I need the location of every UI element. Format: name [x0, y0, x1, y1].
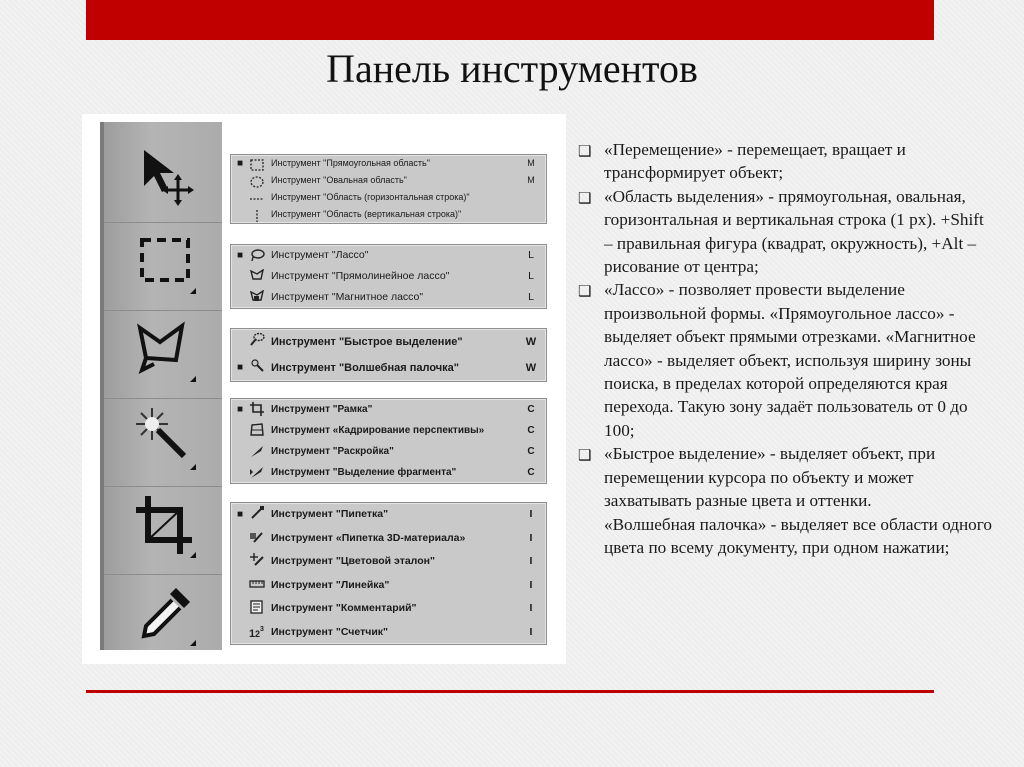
list-item: ❑ «Перемещение» - перемещает, вращает и трансформирует объект;	[578, 140, 906, 183]
eyedropper-icon	[249, 506, 265, 520]
perspective-crop-icon	[249, 423, 265, 437]
flyout-item[interactable]: Инструмент "Выделение фрагмента" C	[231, 462, 546, 483]
eyedropper-tool[interactable]	[132, 580, 202, 650]
flyout-item[interactable]: Инструмент "Овальная область" M	[231, 172, 546, 189]
flyout-item[interactable]: Инструмент "Магнитное лассо" L	[231, 287, 546, 308]
slice-icon	[249, 444, 265, 458]
page-title: Панель инструментов	[326, 46, 698, 91]
lasso-tool[interactable]	[132, 316, 202, 386]
ruler-icon	[249, 577, 265, 591]
checkbox-bullet-icon: ❑	[578, 190, 592, 207]
eyedropper-flyout	[230, 502, 547, 645]
quick-selection-icon	[249, 332, 265, 346]
crop-flyout	[230, 398, 547, 484]
lasso-icon	[249, 248, 265, 262]
top-accent-bar	[86, 0, 934, 40]
flyout-item[interactable]: ■ Инструмент "Лассо" L	[231, 245, 546, 266]
list-item: ❑ «Быстрое выделение» - выделяет объект, при перемещении курсора по объекту и может захватывать разные цвета и оттенки. «Волшебная палочка» - выделяет все области одного цвета по всему документу, при одном нажатии;	[578, 444, 992, 557]
flyout-item[interactable]: Инструмент «Кадрирование перспективы» C	[231, 420, 546, 441]
flyout-item[interactable]: Инструмент "Быстрое выделение" W	[231, 329, 546, 355]
tools-panel	[100, 122, 222, 650]
bottom-divider	[86, 690, 934, 693]
flyout-item[interactable]: Инструмент "Область (вертикальная строка)"	[231, 206, 546, 223]
magic-wand-tool[interactable]	[132, 404, 202, 474]
flyout-item[interactable]: ■ Инструмент "Волшебная палочка" W	[231, 355, 546, 381]
svg-text:2: 2	[255, 628, 261, 638]
rect-marquee-icon	[249, 158, 265, 172]
selection-flyout	[230, 328, 547, 382]
row-marquee-icon	[249, 192, 265, 206]
flyout-item[interactable]: Инструмент "Цветовой эталон" I	[231, 550, 546, 574]
flyout-item[interactable]: Инструмент "Раскройка" C	[231, 441, 546, 462]
count-icon	[249, 624, 265, 638]
flyout-item[interactable]: Инструмент "Линейка" I	[231, 574, 546, 598]
flyout-item[interactable]: 1 2 3 Инструмент "Счетчик" I	[249, 625, 533, 638]
flyout-item[interactable]: Инструмент "Комментарий" I	[231, 597, 546, 621]
flyout-item[interactable]: ■ Инструмент "Рамка" C	[231, 399, 546, 420]
flyout-item[interactable]: Инструмент "Прямолинейное лассо" L	[231, 266, 546, 287]
marquee-tool[interactable]	[132, 228, 202, 298]
selected-dot: ■	[237, 509, 244, 520]
checkbox-bullet-icon: ❑	[578, 448, 592, 465]
polygonal-lasso-icon	[249, 269, 265, 283]
lasso-flyout	[230, 244, 547, 309]
flyout-item[interactable]: Инструмент "Область (горизонтальная строка)"	[231, 189, 546, 206]
column-marquee-icon	[249, 209, 265, 223]
selected-dot: ■	[237, 362, 244, 373]
list-item: ❑ «Лассо» - позволяет провести выделение произвольной формы. «Прямоугольное лассо» - выделяет объект прямыми отрезками. «Магнитное лассо» - выделяет объект, используя ширину зоны поиска, в пределах которой определяются края перехода. Такую зону задаёт пользователь от 0 до 100;	[578, 280, 976, 440]
slice-select-icon	[249, 465, 265, 479]
crop-tool[interactable]	[132, 492, 202, 562]
flyout-item[interactable]: ■ Инструмент "Прямоугольная область" M	[231, 155, 546, 172]
toolbar-screenshot	[82, 114, 566, 664]
selected-dot: ■	[237, 404, 244, 415]
checkbox-bullet-icon: ❑	[578, 144, 592, 160]
magic-wand-icon	[249, 358, 265, 372]
checkbox-bullet-icon: ❑	[578, 284, 592, 301]
selected-dot: ■	[237, 158, 244, 169]
crop-icon	[132, 492, 202, 562]
flyout-item[interactable]: Инструмент «Пипетка 3D-материала» I	[231, 527, 546, 551]
magic-wand-icon	[132, 404, 202, 474]
crop-icon	[249, 402, 265, 416]
magnetic-lasso-icon	[249, 290, 265, 304]
marquee-flyout	[230, 154, 547, 224]
move-tool[interactable]	[132, 140, 202, 210]
svg-text:3: 3	[260, 625, 264, 633]
description-list	[576, 138, 996, 559]
color-sampler-icon	[249, 553, 265, 567]
svg-text:1: 1	[249, 627, 256, 638]
eyedropper-icon	[132, 580, 202, 650]
note-icon	[249, 600, 265, 614]
selected-dot: ■	[237, 250, 244, 261]
list-item: ❑ «Область выделения» - прямоугольная, овальная, горизонтальная и вертикальная строка (1 px). +Shift – правильная фигура (квадрат, окружность), +Alt – рисование от центра;	[578, 186, 984, 277]
move-icon	[132, 140, 202, 210]
rectangular-marquee-icon	[132, 228, 202, 298]
ellipse-marquee-icon	[249, 175, 265, 189]
3d-eyedropper-icon	[249, 530, 265, 544]
flyout-item[interactable]: ■ Инструмент "Пипетка" I	[231, 503, 546, 527]
lasso-icon	[132, 316, 202, 386]
